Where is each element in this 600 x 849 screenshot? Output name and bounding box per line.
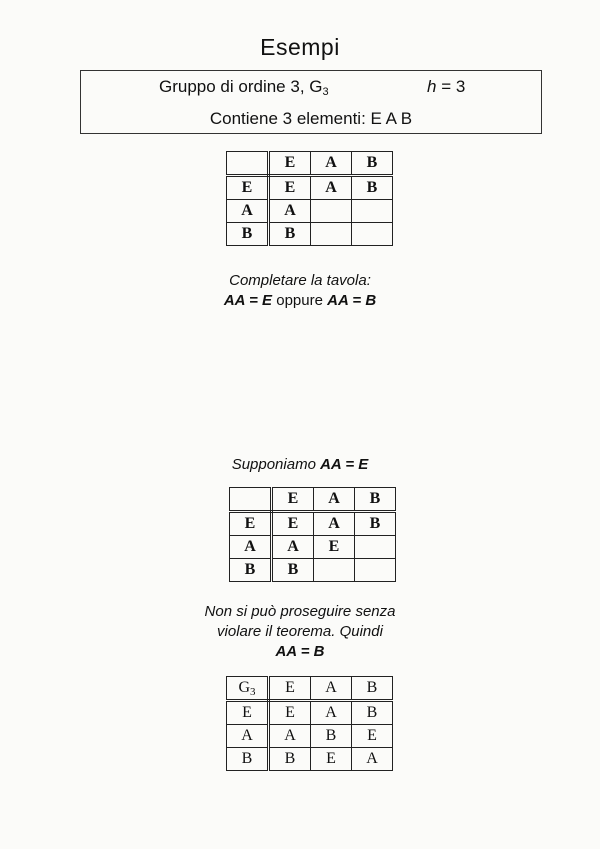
- group-order-line: [159, 77, 466, 98]
- caption-instruction: Completare la tavola:: [229, 272, 371, 289]
- h-variable: h: [427, 77, 437, 96]
- h-value: = 3: [436, 77, 466, 96]
- table-cell: B: [352, 677, 393, 701]
- option-aa-e: AA = E: [223, 292, 273, 309]
- table-cell: A: [314, 488, 355, 512]
- table-row: [227, 701, 393, 725]
- option-aa-b: AA = B: [327, 292, 377, 309]
- table-cell: [352, 200, 393, 223]
- table-cell: [227, 152, 269, 176]
- table-cell: A: [314, 512, 355, 536]
- option-separator: oppure: [272, 292, 328, 309]
- conclusion-equation: AA = B: [275, 643, 325, 660]
- table-row: [230, 488, 396, 512]
- caption-suppose: [0, 455, 600, 475]
- table-cell: E: [311, 748, 352, 771]
- corner-label: G: [238, 678, 251, 696]
- table-cell: A: [227, 200, 269, 223]
- table-cell: A: [352, 748, 393, 771]
- caption-complete-table: [0, 271, 600, 311]
- table-cell: A: [272, 536, 314, 559]
- table-cell: A: [311, 677, 352, 701]
- cayley-table-2: [229, 487, 396, 582]
- table-cell: E: [230, 512, 272, 536]
- cayley-table-1: [226, 151, 393, 246]
- group-order-h: [427, 77, 465, 97]
- table-cell: A: [269, 725, 311, 748]
- table-cell: A: [227, 725, 269, 748]
- table-cell: A: [311, 701, 352, 725]
- table-cell: [352, 223, 393, 246]
- table-row: [227, 200, 393, 223]
- table-cell: B: [352, 152, 393, 176]
- table-cell: A: [269, 200, 311, 223]
- table-cell: B: [269, 223, 311, 246]
- table-cell: [355, 536, 396, 559]
- table-cell: A: [311, 152, 352, 176]
- table-cell: B: [352, 701, 393, 725]
- table-cell: B: [355, 512, 396, 536]
- suppose-equation: AA = E: [320, 456, 369, 473]
- table-cell: E: [269, 677, 311, 701]
- group-elements-line: Contiene 3 elementi: E A B: [209, 109, 413, 128]
- table-row: [227, 176, 393, 200]
- table-row: [227, 725, 393, 748]
- table-cell: [314, 559, 355, 582]
- conclusion-line-2: violare il teorema. Quindi: [217, 623, 383, 640]
- table-cell: B: [355, 488, 396, 512]
- table-cell: B: [352, 176, 393, 200]
- table-cell: B: [269, 748, 311, 771]
- table-row: [227, 223, 393, 246]
- table-cell: B: [230, 559, 272, 582]
- table-cell: [230, 488, 272, 512]
- table-cell: E: [269, 152, 311, 176]
- group-order-label: Gruppo di ordine 3, G: [159, 77, 323, 96]
- table-cell: B: [227, 223, 269, 246]
- cayley-table-g3: [226, 676, 393, 771]
- table-cell: E: [227, 701, 269, 725]
- page-title: Esempi: [260, 34, 340, 60]
- suppose-label: Supponiamo: [231, 456, 321, 473]
- table-cell: E: [269, 176, 311, 200]
- table-cell: A: [230, 536, 272, 559]
- table-cell: E: [227, 176, 269, 200]
- table-corner-g3: [227, 677, 269, 701]
- table-row: [230, 512, 396, 536]
- table-row: [230, 559, 396, 582]
- table-cell: E: [272, 512, 314, 536]
- corner-subscript: 3: [250, 685, 256, 698]
- caption-conclusion: [0, 602, 600, 662]
- conclusion-line-1: Non si può proseguire senza: [204, 603, 396, 620]
- group-info-box: [80, 70, 542, 134]
- table-cell: E: [272, 488, 314, 512]
- table-cell: E: [314, 536, 355, 559]
- table-cell: A: [311, 176, 352, 200]
- table-cell: E: [352, 725, 393, 748]
- table-cell: [311, 200, 352, 223]
- table-row: [227, 152, 393, 176]
- table-cell: B: [227, 748, 269, 771]
- table-cell: B: [311, 725, 352, 748]
- table-cell: [311, 223, 352, 246]
- table-row: [230, 536, 396, 559]
- table-row: [227, 748, 393, 771]
- group-order-subscript: 3: [322, 86, 329, 98]
- table-row: [227, 677, 393, 701]
- table-cell: [355, 559, 396, 582]
- table-cell: E: [269, 701, 311, 725]
- table-cell: B: [272, 559, 314, 582]
